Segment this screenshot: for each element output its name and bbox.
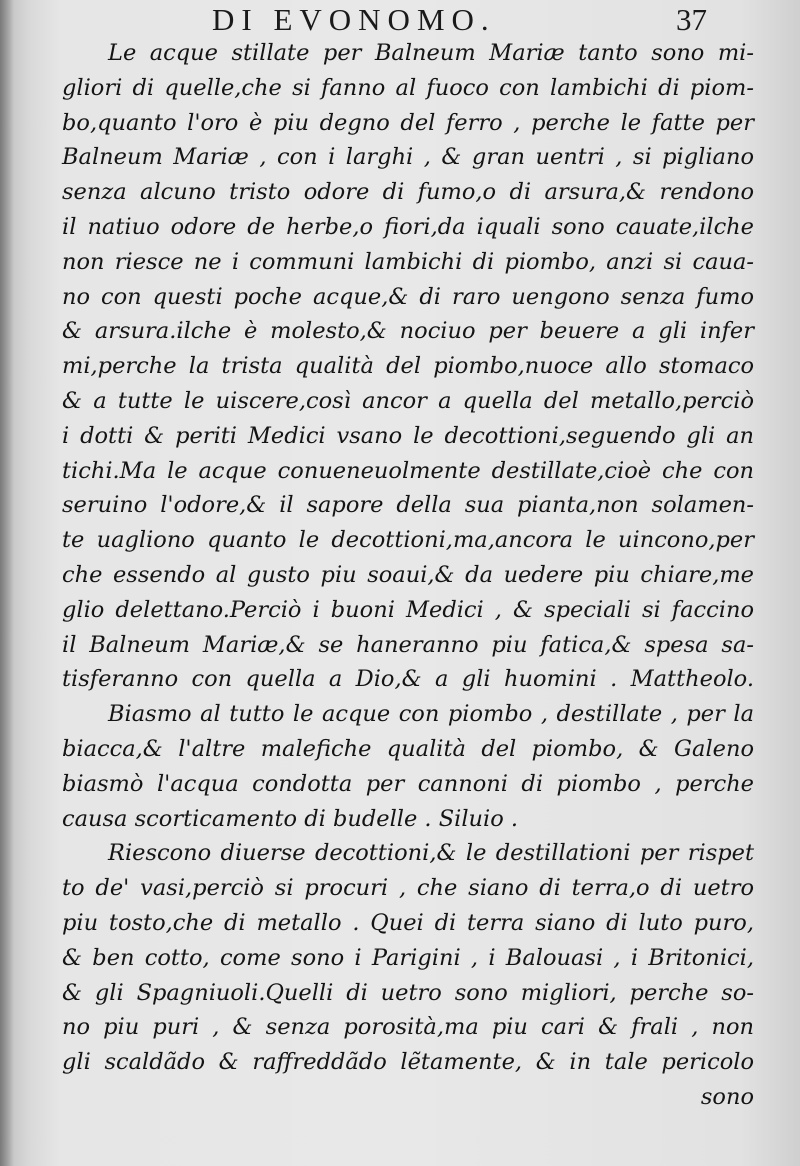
text-line: Biasmo al tutto le acque con piombo , destillate , per la [108,701,754,728]
page-number: 37 [676,2,707,37]
text-line: Riescono diuerse decottioni,& le destillationi per rispet [108,840,754,867]
text-line: gli scaldãdo & raffreddãdo lẽtamente, & in tale pericolo [62,1049,754,1076]
text-line: Le acque stillate per Balneum Mariæ tanto sono mi- [108,40,754,66]
text-line: tichi.Ma le acque conueneuolmente destillate,cioè che con [62,457,754,484]
scan-shadow [0,0,14,1166]
text-line: biasmò l'acqua condotta per cannoni di piombo , perche [62,770,754,797]
text-line: te uagliono quanto le decottioni,ma,ancora le uincono,per [62,527,754,554]
text-line: causa scorticamento di budelle . Siluio . [62,805,519,832]
running-title: DI EVONOMO. [212,2,496,37]
text-line: il Balneum Mariæ,& se haneranno piu fatica,& spesa sa- [62,631,754,658]
text-body [62,36,754,1115]
text-line: & ben cotto, come sono i Parigini , i Balouasi , i Britonici, [62,944,754,971]
text-line: no con questi poche acque,& di raro uengono senza fumo [62,283,754,310]
text-line: mi,perche la trista qualità del piombo,nuoce allo stomaco [62,353,754,380]
text-line: tisferanno con quella a Dio,& a gli huomini . Mattheolo. [62,666,754,693]
text-line: non riesce ne i communi lambichi di piombo, anzi si caua- [62,248,754,275]
text-line: & arsura.ilche è molesto,& nociuo per beuere a gli infer [62,318,754,345]
text-line: & gli Spagniuoli.Quelli di uetro sono migliori, perche so- [62,979,754,1006]
text-line: bo,quanto l'oro è piu degno del ferro , perche le fatte per [62,109,754,136]
text-line: glio delettano.Perciò i buoni Medici , & speciali si faccino [62,596,754,623]
catchword: sono [700,1083,754,1110]
text-line: to de' vasi,perciò si procuri , che siano di terra,o di uetro [62,875,754,902]
text-line: i dotti & periti Medici vsano le decottioni,seguendo gli an [62,422,754,449]
text-line: seruino l'odore,& il sapore della sua pianta,non solamen- [62,492,754,519]
text-line: gliori di quelle,che si fanno al fuoco con lambichi di piom- [62,74,754,101]
text-line: biacca,& l'altre malefiche qualità del piombo, & Galeno [62,735,754,762]
text-line: che essendo al gusto piu soaui,& da uedere piu chiare,me [62,561,754,588]
text-line: piu tosto,che di metallo . Quei di terra siano di luto puro, [62,909,754,936]
text-line: Balneum Mariæ , con i larghi , & gran uentri , si pigliano [62,144,754,171]
text-line: il natiuo odore de herbe,o fiori,da iquali sono cauate,ilche [62,213,754,240]
text-line: no piu puri , & senza porosità,ma piu cari & frali , non [62,1014,754,1041]
text-line: senza alcuno tristo odore di fumo,o di arsura,& rendono [62,179,754,206]
text-line: & a tutte le uiscere,così ancor a quella del metallo,perciò [62,387,754,414]
